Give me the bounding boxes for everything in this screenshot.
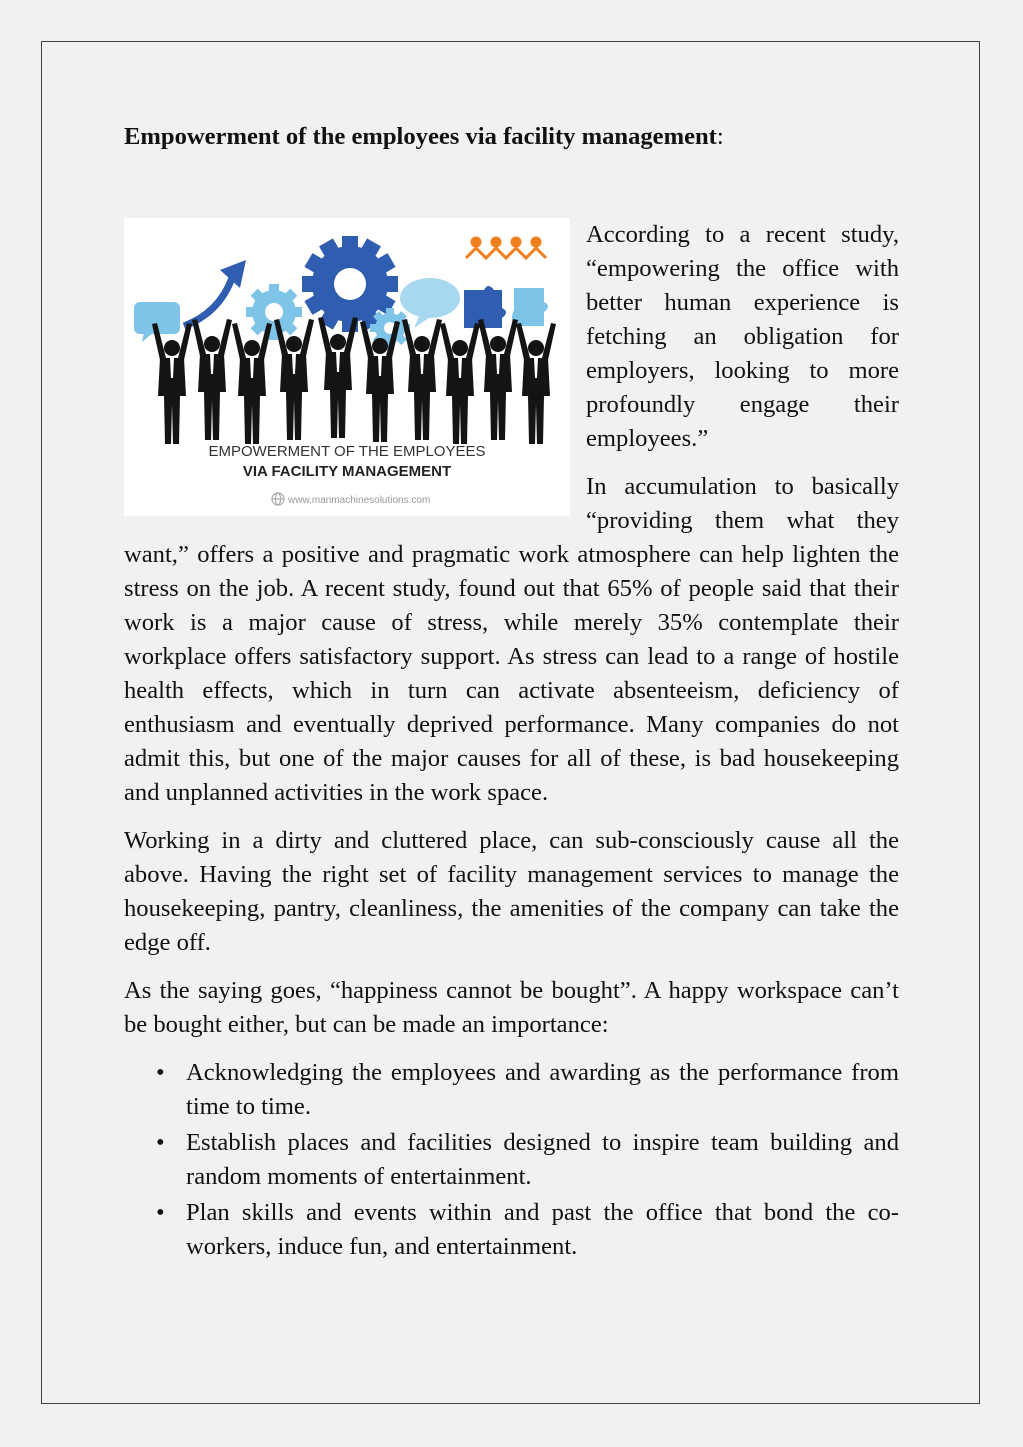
people-chain-logo: [466, 238, 546, 258]
figure-website: www.manmachinesolutions.com: [288, 495, 431, 506]
list-item: [156, 1056, 899, 1124]
list-item-text: Establish places and facilities designed to inspire team building and random moments of entertainment.: [186, 1129, 899, 1190]
arrow-up-icon: [184, 260, 246, 326]
list-item-text: Plan skills and events within and past the office that bond the co-workers, induce fun, and entertainment.: [186, 1199, 899, 1260]
figure-caption-line1: EMPOWERMENT OF THE EMPLOYEES: [208, 443, 486, 460]
bullet-dot: •: [156, 1129, 165, 1156]
speech-bubble-right-icon: [400, 278, 460, 328]
paragraph-1: According to a recent study, “empowering the office with better human experience is fetching an obligation for employers, looking to more profoundly engage their employees.”: [586, 221, 899, 452]
bullet-list: [124, 1056, 899, 1264]
small-gear-icon: [246, 284, 302, 340]
empowerment-illustration: [124, 218, 570, 516]
figure-caption-line2: VIA FACILITY MANAGEMENT: [242, 463, 452, 480]
list-item-text: Acknowledging the employees and awarding as the performance from time to time.: [186, 1059, 899, 1120]
puzzle-piece-icon: [464, 286, 548, 328]
paragraph-3: Working in a dirty and cluttered place, can sub-consciously cause all the above. Having the right set of facility management services to manage the housekeeping, pantry, cleanliness, the amenities of the company can take the edge off.: [124, 827, 899, 956]
document-body: [124, 120, 899, 1266]
bullet-dot: •: [156, 1199, 165, 1226]
paragraph-2: In accumulation to basically “providing them what they want,” offers a positive and pragmatic work atmosphere can help lighten the stress on the job. A recent study, found out that 65% of people said that their work is a major cause of stress, while merely 35% contemplate their workplace offers satisfactory support. As stress can lead to a range of hostile health effects, which in turn can activate absenteeism, deficiency of enthusiasm and eventually deprived performance. Many companies do not admit this, but one of the major causes for all of these, is bad housekeeping and unplanned activities in the work space.: [124, 473, 899, 806]
page-title: [124, 120, 899, 154]
bullet-dot: •: [156, 1059, 165, 1086]
people-silhouettes: [152, 317, 556, 444]
title-bold-text: Empowerment of the employees via facility management: [124, 123, 717, 150]
list-item: [156, 1196, 899, 1264]
list-item: [156, 1126, 899, 1194]
paragraph-4: As the saying goes, “happiness cannot be bought”. A happy workspace can’t be bought either, but can be made an importance:: [124, 977, 899, 1038]
title-suffix: :: [716, 123, 724, 150]
